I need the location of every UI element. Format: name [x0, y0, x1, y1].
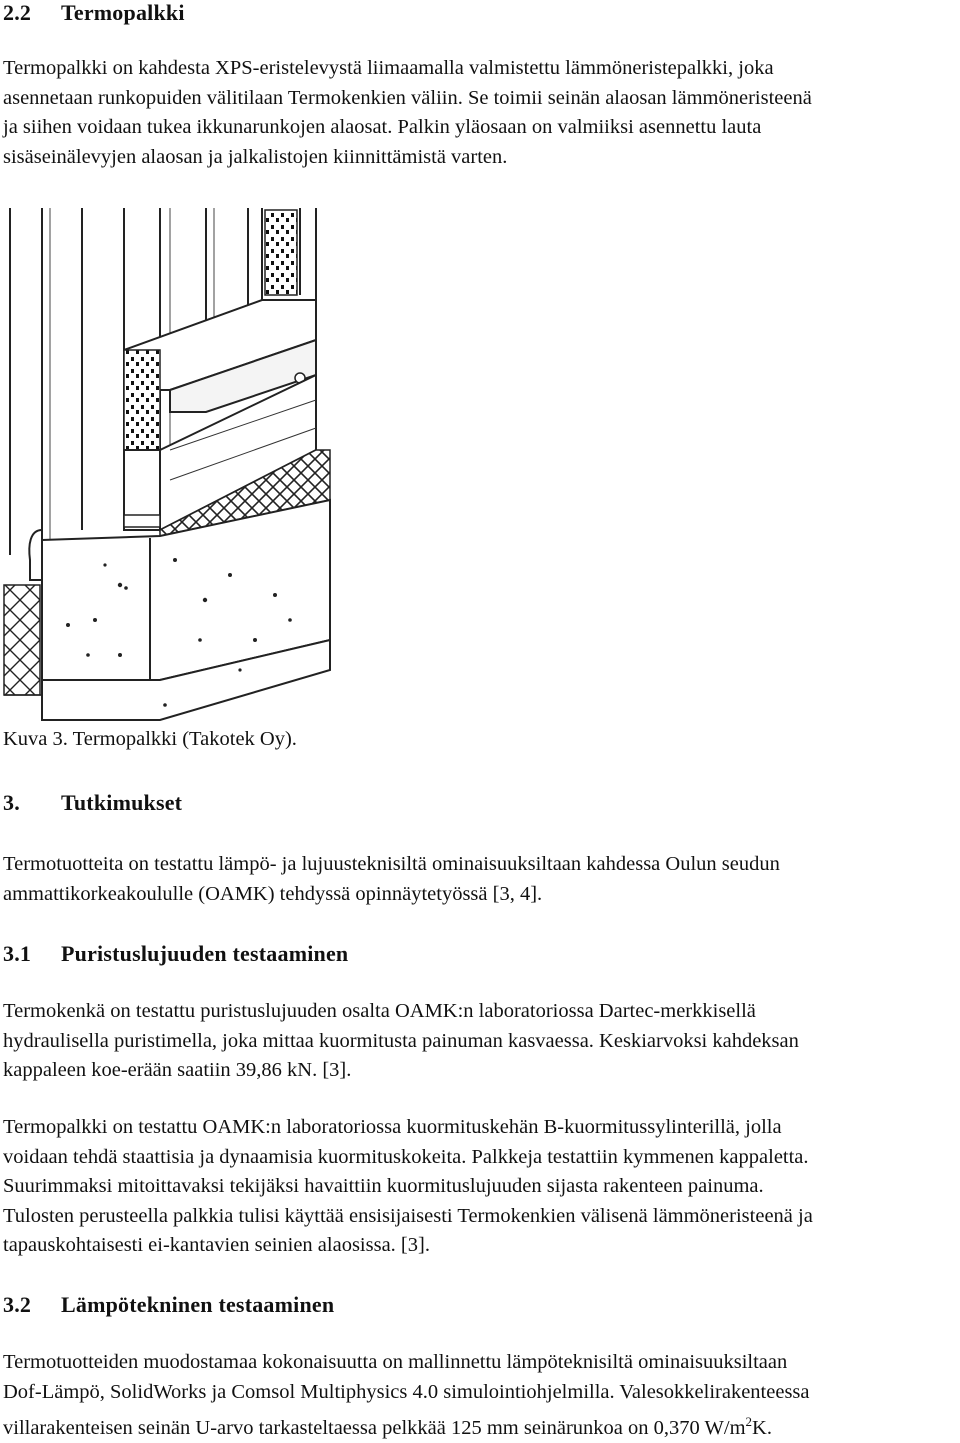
section-number: 3.1 [3, 941, 32, 966]
unit-superscript: 2 [745, 1414, 753, 1429]
section-title: Termopalkki [61, 0, 185, 25]
paragraph-line: Tulosten perusteella palkkia tulisi käyttää ensisijaisesti Termokenkien välisenä lämmöneristeenä ja [3, 1204, 813, 1227]
section-number: 3.2 [3, 1292, 32, 1317]
paragraph-line: Termopalkki on testattu OAMK:n laboratoriossa kuormituskehän B-kuormitussylinterillä, jolla [3, 1116, 782, 1138]
unit-suffix: K. [752, 1416, 772, 1439]
section-title: Tutkimukset [61, 790, 183, 815]
paragraph-line: Termotuotteiden muodostamaa kokonaisuutta on mallinnettu lämpöteknisiltä ominaisuuksiltaan [3, 1351, 788, 1373]
lower-insulation-strip [124, 350, 160, 450]
paragraph-line: ja siihen voidaan tukea ikkunarunkojen alaosat. Palkin yläosaan on valmiiksi asennettu lauta [3, 116, 762, 138]
paragraph-line: Termokenkä on testattu puristuslujuuden osalta OAMK:n laboratoriossa Dartec-merkkisellä [3, 1000, 756, 1022]
tutkimukset-paragraph [3, 850, 958, 909]
paragraph-line: Termopalkki on kahdesta XPS-eristelevystä liimaamalla valmistettu lämmöneristepalkki, joka [3, 57, 774, 79]
section-2-2-heading [3, 0, 185, 26]
upper-insulation-strip [265, 210, 297, 295]
section-3-2-heading [3, 1292, 334, 1318]
section-number: 3. [3, 790, 20, 815]
concrete-slab [42, 500, 330, 720]
termopalkki-paragraph [3, 54, 958, 172]
paragraph-line: voidaan tehdä staattisia ja dynaamisia kuormituskokeita. Palkkeja testattiin kymmenen kappaletta. [3, 1145, 809, 1168]
paragraph-line: Termotuotteita on testattu lämpö- ja lujuusteknisiltä ominaisuuksiltaan kahdessa Oulun seudun [3, 853, 780, 875]
figure-caption: Kuva 3. Termopalkki (Takotek Oy). [3, 728, 297, 750]
section-number: 2.2 [3, 0, 32, 25]
paragraph-line: asennetaan runkopuiden välitilaan Termokenkien väliin. Se toimii seinän alaosan lämmöneristeenä [3, 86, 812, 109]
section-title: Puristuslujuuden testaaminen [61, 941, 349, 966]
paragraph-line: Suurimmaksi mitoittavaksi tekijäksi havaittiin kuormituslujuuden sijasta rakenteen painuma. [3, 1175, 764, 1197]
paragraph-line-last [3, 1407, 958, 1443]
puristuslujuus-paragraph-1 [3, 997, 958, 1086]
paragraph-line: sisäseinälevyjen alaosan ja jalkalistojen kiinnittämistä varten. [3, 145, 508, 168]
termopalkki-technical-drawing [0, 200, 340, 730]
puristuslujuus-paragraph-2 [3, 1113, 958, 1261]
u-value-text: villarakenteisen seinän U-arvo tarkasteltaessa pelkkää 125 mm seinärunkoa on 0,370 W/m [3, 1416, 746, 1439]
paragraph-line: tapauskohtaisesti ei-kantavien seinien alaosissa. [3]. [3, 1234, 430, 1256]
paragraph-line: hydraulisella puristimella, joka mittaa kuormitusta painuman kasvaessa. Keskiarvoksi kahdeksan [3, 1029, 799, 1052]
sealing-profile [29, 530, 42, 580]
lampotekninen-paragraph [3, 1348, 958, 1443]
section-title: Lämpötekninen testaaminen [61, 1292, 335, 1317]
external-insulation [4, 585, 40, 695]
paragraph-line: Dof-Lämpö, SolidWorks ja Comsol Multiphysics 4.0 simulointiohjelmilla. Valesokkelirakenteessa [3, 1380, 810, 1403]
section-3-heading [3, 790, 182, 816]
paragraph-line: ammattikorkeakoululle (OAMK) tehdyssä opinnäytetyössä [3, 4]. [3, 882, 543, 905]
section-3-1-heading [3, 941, 348, 967]
paragraph-line: kappaleen koe-erään saatiin 39,86 kN. [3]. [3, 1059, 352, 1081]
